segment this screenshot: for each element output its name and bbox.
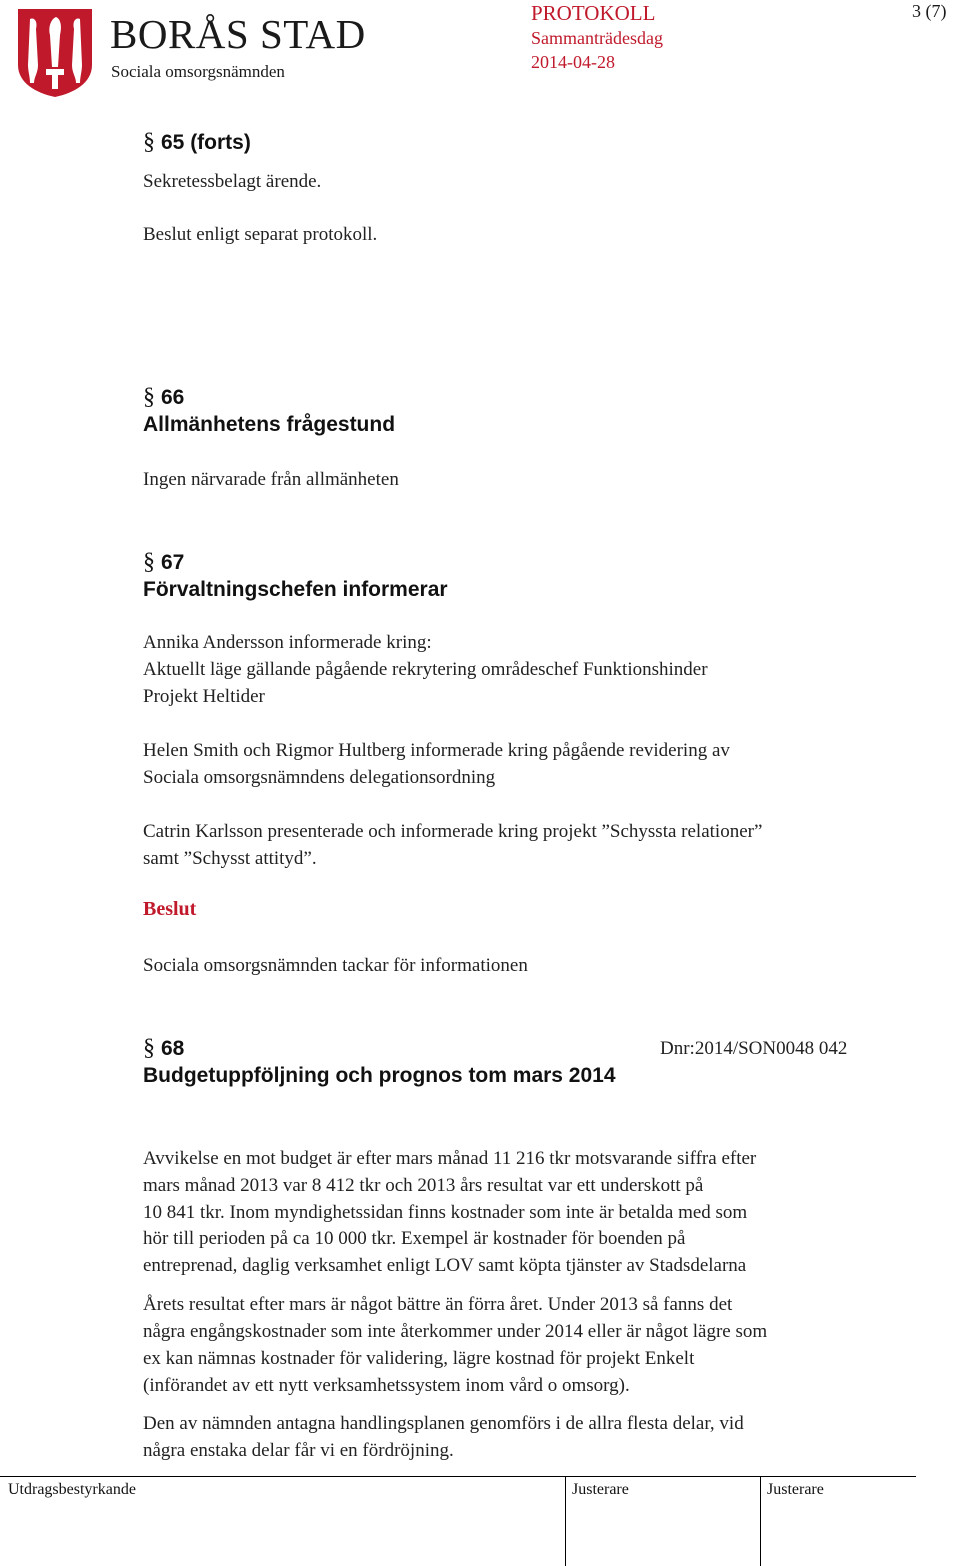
- section-67-number-text: 67: [161, 551, 185, 574]
- section-68-number-text: 68: [161, 1037, 185, 1060]
- paragraph-sign: §: [143, 129, 155, 155]
- section-65-line-2: Beslut enligt separat protokoll.: [143, 224, 378, 245]
- section-68-p1-line-4: hör till perioden på ca 10 000 tkr. Exempel är kostnader för boenden på: [143, 1228, 686, 1249]
- section-67-title: Förvaltningschefen informerar: [143, 578, 448, 601]
- section-68-number: [143, 1035, 184, 1062]
- section-65-title: 65 (forts): [161, 131, 251, 154]
- decision-label: Beslut: [143, 898, 197, 920]
- footer-extract-certification: Utdragsbestyrkande: [8, 1481, 136, 1498]
- footer-column-divider: [760, 1476, 761, 1566]
- section-68-p1-line-2: mars månad 2013 var 8 412 tkr och 2013 års resultat var ett underskott på: [143, 1175, 704, 1196]
- boras-coat-of-arms-logo: [16, 7, 94, 99]
- section-68-title: Budgetuppföljning och prognos tom mars 2014: [143, 1064, 616, 1087]
- paragraph-sign: §: [143, 384, 155, 410]
- section-66-title: Allmänhetens frågestund: [143, 413, 396, 436]
- section-68-p2-line-3: ex kan nämnas kostnader för validering, lägre kostnad för projekt Enkelt: [143, 1348, 695, 1369]
- section-66-number-text: 66: [161, 386, 185, 409]
- footer-adjuster-2: Justerare: [767, 1481, 824, 1498]
- brand-department: Sociala omsorgsnämnden: [111, 62, 285, 81]
- section-68-p2-line-2: några engångskostnader som inte återkommer under 2014 eller är något lägre som: [143, 1321, 768, 1342]
- section-68-p2-line-4: (införandet av ett nytt verksamhetssystem inom vård o omsorg).: [143, 1375, 630, 1396]
- section-66-number: [143, 384, 184, 411]
- brand-name: BORÅS STAD: [110, 11, 366, 57]
- section-67-p3-line-2: samt ”Schysst attityd”.: [143, 848, 317, 869]
- section-68-p3-line-2: några enstaka delar får vi en fördröjning.: [143, 1440, 454, 1461]
- meeting-date: 2014-04-28: [531, 52, 615, 72]
- section-67-p2-line-1: Helen Smith och Rigmor Hultberg informerade kring pågående revidering av: [143, 740, 730, 761]
- section-68-p1-line-3: 10 841 tkr. Inom myndighetssidan finns kostnader som inte är betalda med som: [143, 1202, 748, 1223]
- section-67-number: [143, 549, 184, 576]
- section-68-dnr: Dnr:2014/SON0048 042: [660, 1038, 848, 1059]
- section-67-p1-line-1: Annika Andersson informerade kring:: [143, 632, 432, 653]
- section-65-line-1: Sekretessbelagt ärende.: [143, 171, 322, 192]
- section-68-p1-line-1: Avvikelse en mot budget är efter mars månad 11 216 tkr motsvarande siffra efter: [143, 1148, 757, 1169]
- section-67-p1-line-3: Projekt Heltider: [143, 686, 265, 707]
- section-66-text: Ingen närvarade från allmänheten: [143, 469, 399, 490]
- footer-divider: [0, 1476, 916, 1477]
- section-68-p1-line-5: entreprenad, daglig verksamhet enligt LOV samt köpta tjänster av Stadsdelarna: [143, 1255, 747, 1276]
- meeting-label: Sammanträdesdag: [531, 28, 663, 48]
- section-67-p2-line-2: Sociala omsorgsnämndens delegationsordning: [143, 767, 496, 788]
- section-68-p3-line-1: Den av nämnden antagna handlingsplanen genomförs i de allra flesta delar, vid: [143, 1413, 744, 1434]
- paragraph-sign: §: [143, 549, 155, 575]
- footer-column-divider: [565, 1476, 566, 1566]
- footer-adjuster-1: Justerare: [572, 1481, 629, 1498]
- document-type: PROTOKOLL: [531, 1, 656, 25]
- decision-text: Sociala omsorgsnämnden tackar för informationen: [143, 955, 528, 976]
- paragraph-sign: §: [143, 1035, 155, 1061]
- section-68-p2-line-1: Årets resultat efter mars är något bättre än förra året. Under 2013 så fanns det: [143, 1294, 733, 1315]
- section-65-heading: [143, 129, 251, 156]
- section-67-p1-line-2: Aktuellt läge gällande pågående rekrytering områdeschef Funktionshinder: [143, 659, 708, 680]
- page-number: 3 (7): [912, 1, 947, 21]
- section-67-p3-line-1: Catrin Karlsson presenterade och informerade kring projekt ”Schyssta relationer”: [143, 821, 763, 842]
